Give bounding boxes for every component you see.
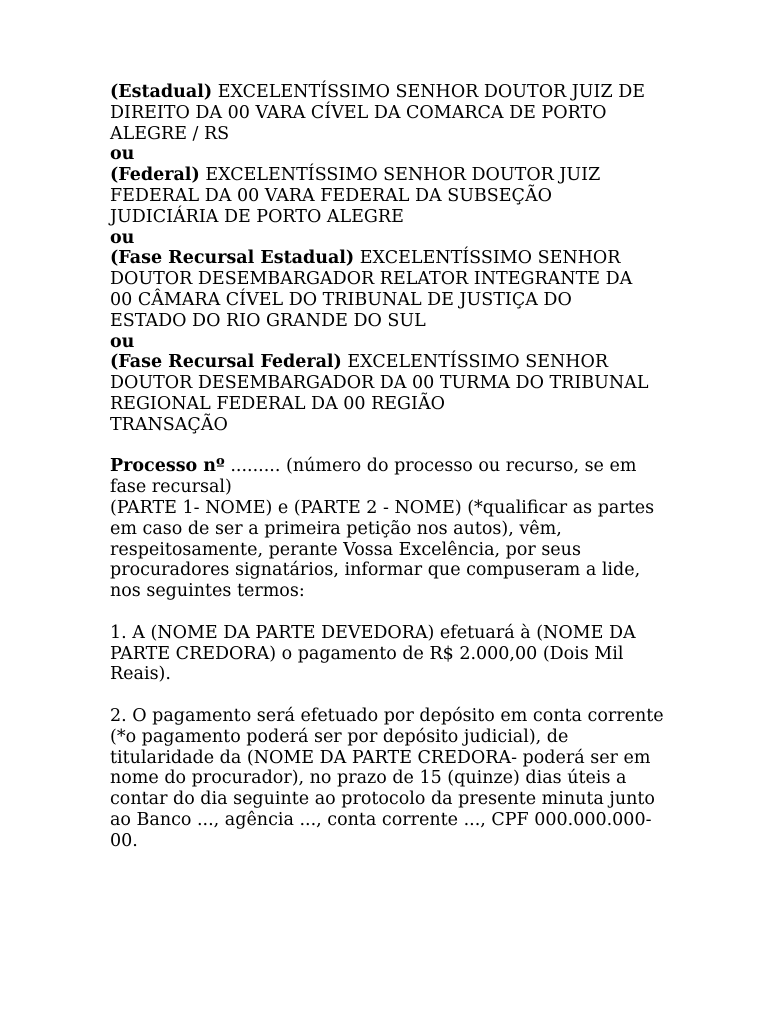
recursal-estadual-line-3: 00 CÂMARA CÍVEL DO TRIBUNAL DE JUSTIÇA DO <box>110 289 572 310</box>
processo-line-1 <box>110 456 670 477</box>
clause-2-line-3: titularidade da (NOME DA PARTE CREDORA- poderá ser em <box>110 747 651 768</box>
federal-line-3: JUDICIÁRIA DE PORTO ALEGRE <box>110 206 404 227</box>
recursal-federal-tag: (Fase Recursal Federal) <box>110 352 342 373</box>
clause-2-line-1: 2. O pagamento será efetuado por depósito em conta corrente <box>110 705 664 726</box>
processo-text: ......... (número do processo ou recurso, se em <box>224 456 637 477</box>
estadual-line-2: DIREITO DA 00 VARA CÍVEL DA COMARCA DE PORTO <box>110 102 607 123</box>
processo-line-5: respeitosamente, perante Vossa Excelência, por seus <box>110 539 581 560</box>
spacer <box>110 436 670 457</box>
spacer <box>110 602 670 623</box>
recursal-federal-line-3: REGIONAL FEDERAL DA 00 REGIÃO <box>110 393 445 414</box>
recursal-estadual-line-2: DOUTOR DESEMBARGADOR RELATOR INTEGRANTE DA <box>110 269 633 290</box>
clause-1-line-2: PARTE CREDORA) o pagamento de R$ 2.000,00 (Dois Mil <box>110 643 624 664</box>
clause-2-line-2: (*o pagamento poderá ser por depósito judicial), de <box>110 726 569 747</box>
recursal-estadual-tag: (Fase Recursal Estadual) <box>110 248 355 269</box>
federal-line-2: FEDERAL DA 00 VARA FEDERAL DA SUBSEÇÃO <box>110 185 552 206</box>
recursal-federal-line-1 <box>110 352 670 373</box>
clause-2-line-6: ao Banco ..., agência ..., conta corrente ..., CPF 000.000.000- <box>110 809 652 830</box>
processo-line-3: (PARTE 1- NOME) e (PARTE 2 - NOME) (*qualificar as partes <box>110 497 655 518</box>
spacer <box>110 685 670 706</box>
federal-tag: (Federal) <box>110 165 200 186</box>
recursal-estadual-text: EXCELENTÍSSIMO SENHOR <box>354 248 621 269</box>
clause-1-line-3: Reais). <box>110 664 171 685</box>
clause-2-line-5: contar do dia seguinte ao protocolo da presente minuta junto <box>110 789 655 810</box>
recursal-federal-line-2: DOUTOR DESEMBARGADOR DA 00 TURMA DO TRIBUNAL <box>110 373 649 394</box>
processo-line-4: em caso de ser a primeira petição nos autos), vêm, <box>110 518 562 539</box>
recursal-estadual-line-4: ESTADO DO RIO GRANDE DO SUL <box>110 310 426 331</box>
federal-text: EXCELENTÍSSIMO SENHOR DOUTOR JUIZ <box>199 165 601 186</box>
estadual-line-3: ALEGRE / RS <box>110 123 230 144</box>
estadual-line-1 <box>110 82 670 103</box>
ou-separator: ou <box>110 144 135 165</box>
federal-line-1 <box>110 165 670 186</box>
estadual-tag: (Estadual) <box>110 82 213 102</box>
recursal-estadual-line-1 <box>110 248 670 269</box>
estadual-text: EXCELENTÍSSIMO SENHOR DOUTOR JUIZ DE <box>212 82 645 102</box>
ou-separator: ou <box>110 227 135 248</box>
processo-label: Processo nº <box>110 456 225 477</box>
recursal-federal-text: EXCELENTÍSSIMO SENHOR <box>341 352 609 373</box>
clause-1-line-1: 1. A (NOME DA PARTE DEVEDORA) efetuará à (NOME DA <box>110 622 636 643</box>
document-title: TRANSAÇÃO <box>110 414 228 435</box>
clause-2-line-7: 00. <box>110 830 138 851</box>
clause-2-line-4: nome do procurador), no prazo de 15 (quinze) dias úteis a <box>110 768 627 789</box>
ou-separator: ou <box>110 331 135 352</box>
document-page <box>110 82 670 851</box>
processo-line-7: nos seguintes termos: <box>110 581 305 602</box>
processo-line-6: procuradores signatários, informar que compuseram a lide, <box>110 560 641 581</box>
processo-line-2: fase recursal) <box>110 477 232 498</box>
